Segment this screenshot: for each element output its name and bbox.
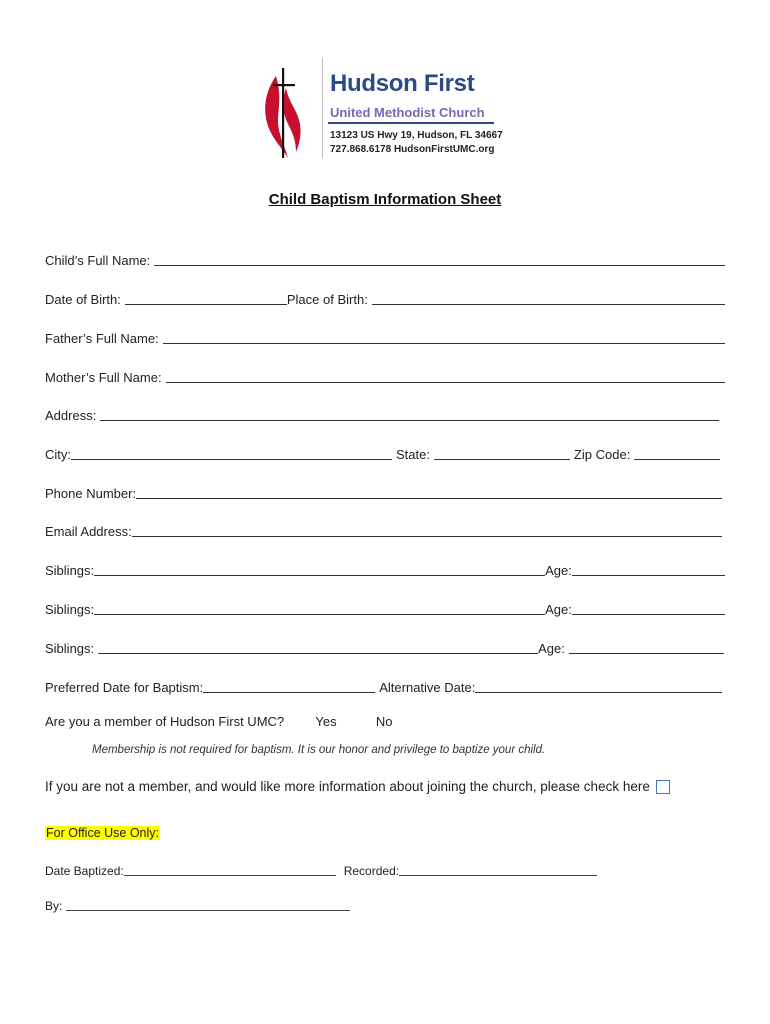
zip-field[interactable]: [634, 445, 720, 460]
mother-field[interactable]: [166, 368, 725, 383]
cross-and-flame-icon: [262, 68, 302, 158]
logo-divider: [322, 58, 323, 158]
email-field[interactable]: [132, 522, 722, 537]
by-label: By:: [45, 899, 63, 913]
church-subtitle: United Methodist Church: [330, 105, 485, 120]
date-baptized-field[interactable]: [124, 863, 336, 876]
sibling-row: [45, 559, 725, 579]
member-question-row: [45, 714, 392, 729]
yes-option[interactable]: Yes: [315, 714, 337, 729]
father-row: [45, 327, 725, 347]
office-baptized-row: [45, 861, 597, 879]
address-field[interactable]: [100, 406, 719, 421]
office-use-heading: For Office Use Only:: [46, 826, 159, 840]
sibling-name-field[interactable]: [94, 600, 545, 615]
alternative-date-field[interactable]: [475, 678, 722, 693]
child-name-label: Child’s Full Name:: [45, 253, 151, 268]
membership-note: Membership is not required for baptism. It is our honor and privilege to baptize your child.: [92, 744, 546, 756]
address-row: [45, 404, 719, 424]
info-request-text: If you are not a member, and would like more information about joining the church, please check here: [45, 779, 650, 794]
sibling-age-label: Age:: [545, 602, 572, 617]
church-address: 13123 US Hwy 19, Hudson, FL 34667: [330, 130, 503, 141]
address-label: Address:: [45, 408, 97, 423]
sibling-name-field[interactable]: [98, 639, 538, 654]
child-name-field[interactable]: [154, 251, 725, 266]
recorded-label: Recorded:: [343, 864, 400, 878]
preferred-date-field[interactable]: [203, 678, 375, 693]
checkbox-icon[interactable]: [656, 780, 670, 794]
phone-row: [45, 482, 722, 502]
state-label: State:: [396, 447, 430, 462]
phone-label: Phone Number:: [45, 486, 137, 501]
church-name: Hudson First: [330, 70, 475, 97]
zip-label: Zip Code:: [573, 447, 631, 462]
dob-field[interactable]: [125, 290, 287, 305]
mother-row: [45, 366, 725, 386]
by-field[interactable]: [66, 898, 350, 911]
member-question: Are you a member of Hudson First UMC?: [45, 714, 285, 729]
city-label: City:: [45, 447, 71, 462]
office-by-row: [45, 896, 350, 914]
father-field[interactable]: [163, 329, 725, 344]
email-label: Email Address:: [45, 524, 132, 539]
sibling-row: [45, 637, 724, 657]
alternative-date-label: Alternative Date:: [379, 680, 476, 695]
sibling-age-field[interactable]: [572, 600, 725, 615]
child-name-row: [45, 249, 725, 269]
preferred-date-label: Preferred Date for Baptism:: [45, 680, 204, 695]
sibling-age-field[interactable]: [572, 561, 725, 576]
email-row: [45, 520, 722, 540]
form-title: Child Baptism Information Sheet: [268, 191, 502, 208]
sibling-age-label: Age:: [538, 641, 565, 656]
mother-label: Mother’s Full Name:: [45, 370, 162, 385]
sibling-name-field[interactable]: [94, 561, 545, 576]
dob-label: Date of Birth:: [45, 292, 121, 307]
sibling-age-label: Age:: [545, 563, 572, 578]
no-option[interactable]: No: [375, 714, 393, 729]
birth-row: [45, 288, 725, 308]
pob-field[interactable]: [372, 290, 725, 305]
church-logo: [262, 56, 512, 164]
sibling-age-field[interactable]: [569, 639, 724, 654]
recorded-field[interactable]: [399, 863, 597, 876]
sibling-row: [45, 598, 725, 618]
sibling-label: Siblings:: [45, 602, 95, 617]
city-field[interactable]: [71, 445, 392, 460]
city-state-zip-row: [45, 443, 720, 463]
baptism-date-row: [45, 676, 722, 696]
church-contact: 727.868.6178 HudsonFirstUMC.org: [330, 144, 495, 155]
state-field[interactable]: [434, 445, 570, 460]
phone-field[interactable]: [136, 484, 722, 499]
sibling-label: Siblings:: [45, 563, 95, 578]
pob-label: Place of Birth:: [286, 292, 368, 307]
church-name-rule: [328, 122, 494, 124]
father-label: Father’s Full Name:: [45, 331, 159, 346]
date-baptized-label: Date Baptized:: [45, 864, 124, 878]
sibling-label: Siblings:: [45, 641, 95, 656]
info-request-row: [45, 779, 670, 794]
